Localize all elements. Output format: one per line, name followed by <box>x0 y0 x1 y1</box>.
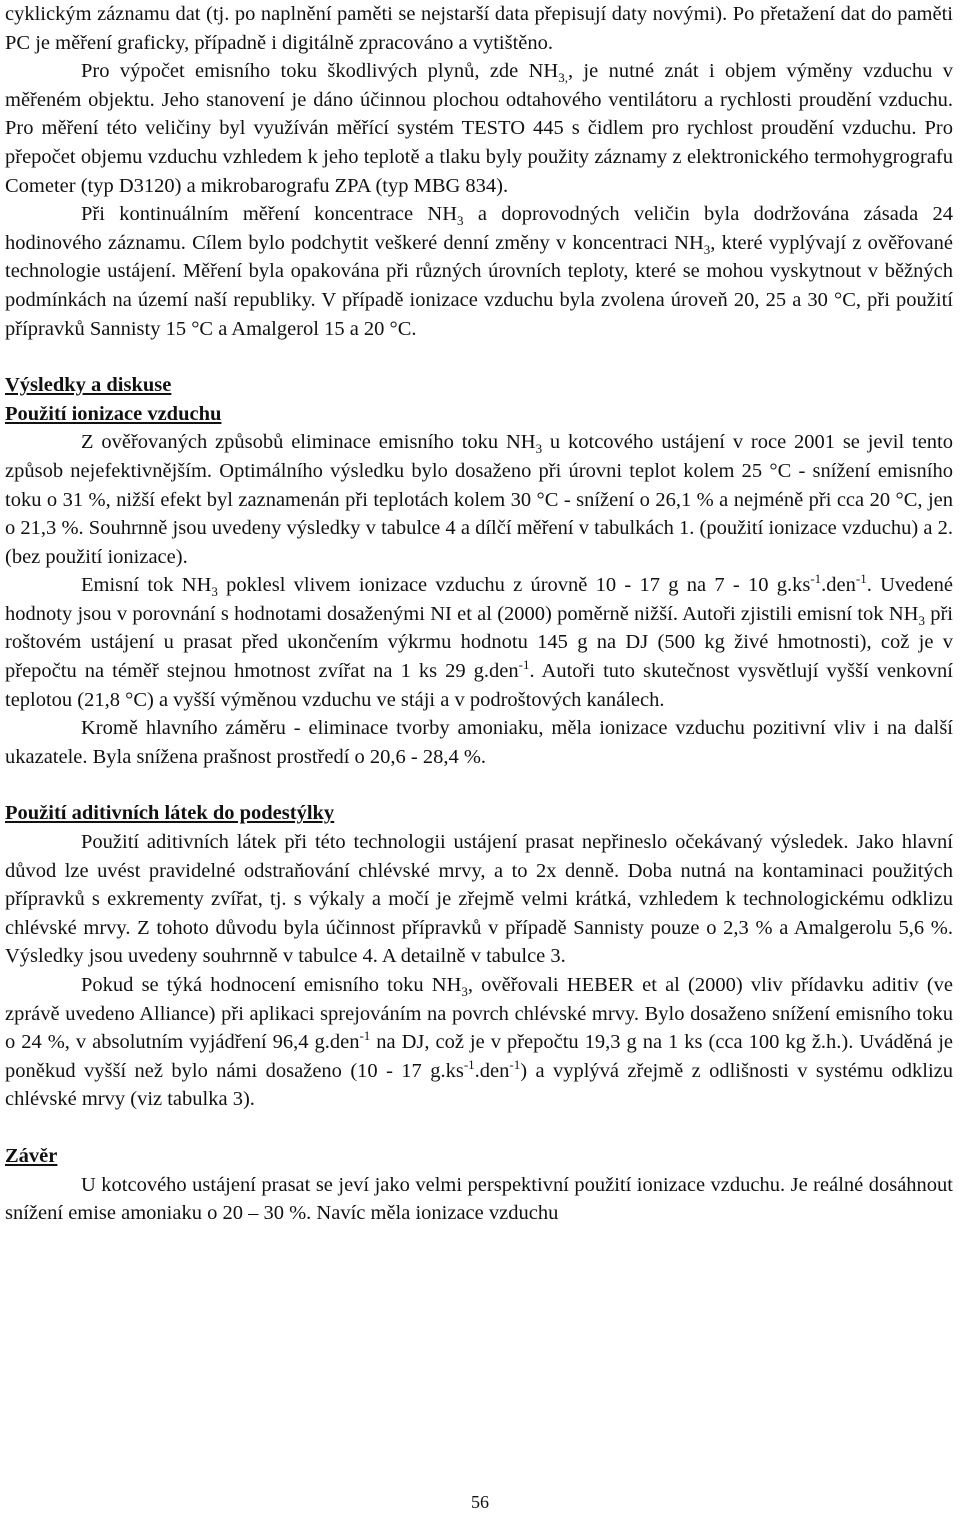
text: , je nutné znát i objem výměny vzduchu v měřeném objektu. Jeho stanovení je dáno účinnou plochou odtahového ventilátoru a rychlosti proudění vzduchu. Pro měření této veličiny byl využíván měřící systém TESTO 445 s čidlem pro rychlost proudění vzduchu. Pro přepočet objemu vzduchu vzhledem k jeho teplotě a tlaku byly použity záznamy z elektronického termohygrografu Cometer (typ D3120) a mikrobarografu ZPA (typ MBG 834). <box>5 60 953 197</box>
document-page <box>5 0 953 1228</box>
paragraph-additives-1 <box>5 828 953 971</box>
text: Pro výpočet emisního toku škodlivých plynů, zde NH <box>81 60 559 83</box>
text: poklesl vlivem ionizace vzduchu z úrovně 10 - 17 g na 7 - 10 g.ks <box>217 574 811 597</box>
text: cyklickým záznamu dat (tj. po naplnění paměti se nejstarší data přepisují daty novými). Po přetažení dat do paměti PC je měření graficky, případně i digitálně zpracováno a vytištěno. <box>5 3 953 54</box>
text: u kotcového ustájení v roce 2001 se jevil tento způsob nejefektivnějším. Optimálního výsledku bylo dosaženo při úrovni teplot kolem 25 °C - snížení emisního toku o 31 %, nižší efekt byl zaznamenán při teplotách kolem 30 °C - snížení o 26,1 % a nejméně při cca 20 °C, jen o 21,3 %. Souhrnně jsou uvedeny výsledky v tabulce 4 a dílčí měření v tabulkách 1. (použití ionizace vzduchu) a 2.(bez použití ionizace). <box>5 431 953 568</box>
text: U kotcového ustájení prasat se jeví jako velmi perspektivní použití ionizace vzduchu. Je reálné dosáhnout snížení emise amoniaku o 20 – 30 %. Navíc měla ionizace vzduchu <box>5 1173 953 1225</box>
text: a doprovodných veličin byla dodržována zásada 24 hodinového záznamu. Cílem bylo podchytit veškeré denní změny v koncentraci NH <box>5 203 953 254</box>
text: . Uvedené hodnoty jsou v porovnání s hodnotami dosaženými NI et al (2000) poměrně nižší. Autoři zjistili emisní tok NH <box>5 574 953 625</box>
text: Z ověřovaných způsobů eliminace emisního toku NH <box>81 431 536 454</box>
conclusion-heading: Závěr <box>5 1144 58 1167</box>
additives-heading: Použití aditivních látek do podestýlky <box>5 802 335 825</box>
text: Použití aditivních látek při této technologii ustájení prasat nepřineslo očekávaný výsledek. Jako hlavní důvod lze uvést pravidelné odstraňování chlévské mrvy, a to 2x denně. Doba nutná na kontaminaci použitých přípravků s exkrementy zvířat, tj. s výkaly a močí je zřejmě velmi krátká, vzhledem k technologickému odklizu chlévské mrvy. Z tohoto důvodu byla účinnost přípravků v případě Sannisty pouze o 2,3 % a Amalgerolu 5,6 %. Výsledky jsou uvedeny souhrnně v tabulce 4. A detailně v tabulce 3. <box>5 831 953 968</box>
superscript: -1 <box>359 1028 371 1044</box>
paragraph-results-3 <box>5 714 953 771</box>
results-heading: Výsledky a diskuse <box>5 374 172 397</box>
paragraph-intro-3 <box>5 200 953 343</box>
text: Pokud se týká hodnocení emisního toku NH <box>81 974 462 996</box>
text: při roštovém ustájení u prasat před ukončením výkrmu hodnotu 145 g na DJ (500 kg živé hmotnosti), což je v přepočtu na téměř stejnou hmotnost zvířat na 1 ks 29 g.den <box>5 602 953 683</box>
text: Emisní tok NH <box>81 574 212 597</box>
paragraph-conclusion-1 <box>5 1171 953 1228</box>
text: Kromě hlavního záměru - eliminace tvorby amoniaku, měla ionizace vzduchu pozitivní vliv i na další ukazatele. Byla snížena prašnost prostředí o 20,6 - 28,4 %. <box>5 717 953 768</box>
ionization-subheading: Použití ionizace vzduchu <box>5 402 222 425</box>
text: , které vyplývají z ověřované technologie ustájení. Měření byla opakována při různých úrovních teploty, které se mohou vyskytnout v běžných podmínkách na území naší republiky. V případě ionizace vzduchu byla zvolena úroveň 20, 25 a 30 °C, při použití přípravků Sannisty 15 °C a Amalgerol 15 a 20 °C. <box>5 231 953 340</box>
paragraph-results-2 <box>5 571 953 714</box>
text: na DJ, což je v přepočtu 19,3 g na 1 ks (cca 100 kg ž.h.). Uváděná je poněkud vyšší než bylo námi dosaženo (10 - 17 g.ks <box>5 1031 953 1082</box>
text: . Autoři tuto skutečnost vysvětlují vyšší venkovní teplotou (21,8 °C) a vyšší výměnou vzduchu ve stáji a v podroštových kanálech. <box>5 660 954 711</box>
superscript: 1 <box>814 571 822 587</box>
paragraph-results-1 <box>5 428 953 571</box>
superscript: -1 <box>509 1056 521 1072</box>
superscript: -1 <box>463 1056 475 1072</box>
subscript: 3 <box>703 241 711 257</box>
text: , ověřovali HEBER et al (2000) vliv přídavku aditiv (ve zprávě uvedeno Alliance) při aplikaci sprejováním na povrch chlévské mrvy. Bylo dosaženo snížení emisního toku o 24 %, v absolutním vyjádření 96,4 g.den <box>5 974 953 1054</box>
superscript: -1 <box>855 571 867 587</box>
paragraph-intro-1 <box>5 0 953 57</box>
subscript: 3, <box>558 70 568 86</box>
text: Při kontinuálním měření koncentrace NH <box>81 203 458 226</box>
subscript: 3 <box>918 612 925 628</box>
text: .den <box>821 574 856 597</box>
subscript: 3 <box>535 441 543 457</box>
subscript: 3 <box>211 584 218 600</box>
subscript: 3 <box>457 213 464 229</box>
subscript: 3 <box>461 984 468 1000</box>
superscript: - <box>810 571 815 587</box>
superscript: -1 <box>518 657 530 673</box>
page-number: 56 <box>471 1492 489 1512</box>
text: ) a vyplývá zřejmě z odlišnosti v systému odklizu chlévské mrvy (viz tabulka 3). <box>5 1059 953 1111</box>
paragraph-intro-2 <box>5 57 953 200</box>
paragraph-additives-2 <box>5 971 953 1114</box>
text: .den <box>474 1059 510 1082</box>
